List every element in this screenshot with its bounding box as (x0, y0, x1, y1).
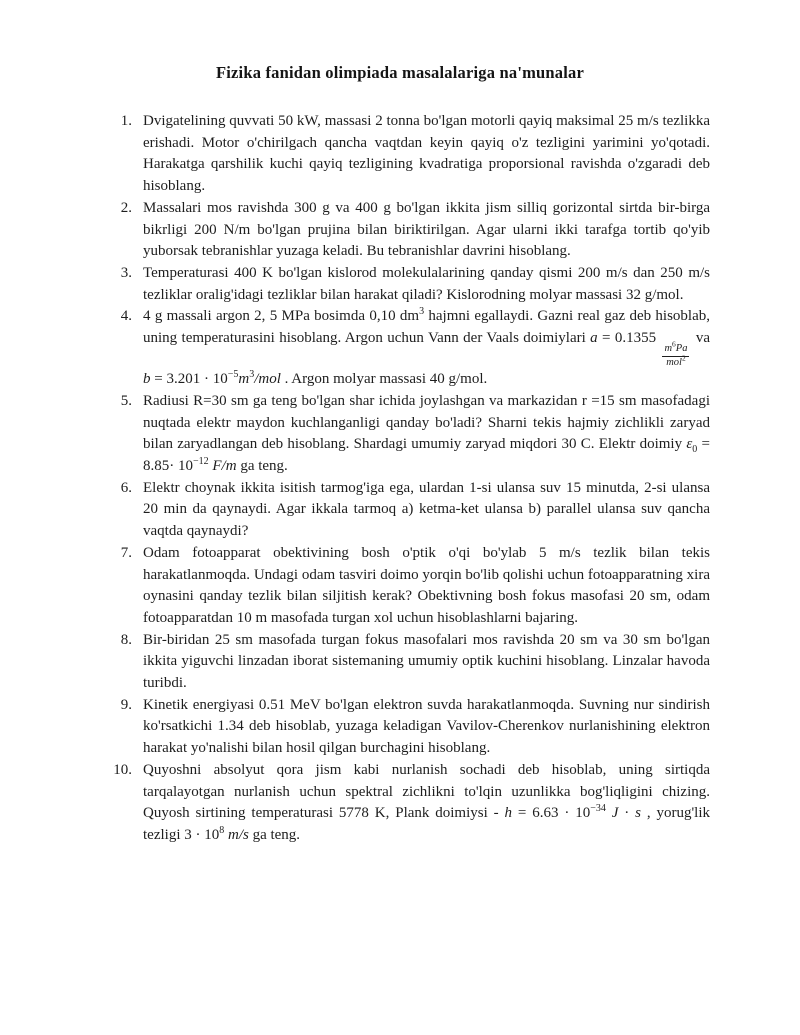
superscript: −12 (193, 456, 209, 468)
math-var: m/s (227, 826, 249, 843)
math-var: a (590, 330, 598, 347)
math-var: b (143, 371, 151, 388)
math-var: J (611, 805, 619, 822)
problem-number: 8. (120, 631, 132, 648)
problem-number: 7. (120, 544, 132, 561)
superscript: −34 (590, 803, 606, 815)
problem-number: 10. (113, 761, 132, 778)
problem-number: 5. (120, 392, 132, 409)
math-var: m (664, 343, 673, 355)
math-var: s (635, 805, 641, 822)
problem-number: 2. (120, 199, 132, 216)
subscript: 0 (692, 444, 698, 456)
page-title: Fizika fanidan olimpiada masalalariga na'munalar (215, 63, 585, 82)
problem-number: 1. (120, 113, 132, 129)
superscript: 6 (672, 339, 676, 349)
problem-text: Dvigatelining quvvati 50 kW, massasi 2 tonna bo'lgan motorli qayiq maksimal 25 m/s tezlikka erishadi. Motor o'chirilgach qancha vaqtdan keyin qayiq o'z tezligini yarimini yo'qotadi. Harakatga qarshilik kuchi qayiq tezligining kvadratiga proporsional ravishda o'zgaradi deb hisoblang. (143, 113, 710, 195)
problem-item (105, 630, 710, 695)
math-var: /mol (254, 371, 281, 388)
problem-item (105, 263, 710, 306)
problem-item (105, 306, 710, 391)
math-var: h (504, 805, 513, 822)
math-var: m (238, 371, 250, 388)
superscript: 3 (419, 306, 425, 318)
problem-text: Temperaturasi 400 K bo'lgan kislorod molekulalarining qanday qismi 200 m/s dan 250 m/s tezliklar oralig'idagi tezliklar bilan harakat qiladi? Kislorodning molyar massasi 32 g/mol. (143, 264, 710, 303)
problem-item (105, 111, 710, 198)
problem-item (105, 391, 710, 478)
superscript: 8 (219, 824, 225, 836)
problem-text: Radiusi R=30 sm ga teng bo'lgan shar ichida joylashgan va markazidan r =15 sm masofadagi nuqtada elektr maydon kuchlanganligi qanday bo'ladi? Sharni tekis hajmiy zichlikli zaryad bilan zaryadlangan deb hisoblang. Shardagi umumiy zaryad miqdori 30 C. Elektr doimiy $\varepsilon_0 = 8.85\cdot 10^{-12}$ F/m ga teng. (143, 392, 710, 475)
problem-text: Quyoshni absolyut qora jism kabi nurlanish sochadi deb hisoblab, uning sirtiqda tarqalayotgan nurlanish uchun spektral zichlikni to'lqin uzunlikka bog'liqligini chizing. Quyosh sirtining temperaturasi 5778 K, Plank doimiysi - $h = 6.63 \cdot 10^{-34}$ J · s , yorug'lik tezligi $3 \cdot 10^8$ m/s ga teng. (143, 761, 710, 843)
math-var: ε (686, 436, 693, 453)
problem-text: 4 g massali argon 2, 5 MPa bosimda 0,10 $dm^3$ hajmni egallaydi. Gazni real gaz deb hisoblab, uning temperaturasini hisoblang. Argon uchun Vann der Vaals doimiylari a = 0.1355 $\frac{m^6Pa}{mol^2}$ va $b = 3.201 \cdot 10^{-5}m^3$/mol . Argon molyar massasi 40 g/mol. (143, 306, 711, 388)
math-var: mol (666, 356, 682, 368)
problem-text: Odam fotoapparat obektivining bosh o'ptik o'qi bo'ylab 5 m/s tezlik bilan tekis harakatlanmoqda. Undagi odam tasviri doimo yorqin bo'lib qolishi uchun fotoapparatning xira oynasini qanday tezlik bilan siljitish kerak? Obektivning bosh fokus masofasi 20 sm, odam fotoapparatdan 10 m masofada turgan xol uchun hisoblashlarni bajaring. (143, 544, 710, 626)
superscript: 2 (681, 353, 686, 363)
problem-item (105, 695, 710, 760)
superscript: 3 (249, 369, 255, 381)
problem-text: Bir-biridan 25 sm masofada turgan fokus masofalari mos ravishda 20 sm va 30 sm bo'lgan ikkita yiguvchi linzadan iborat sistemaning umumiy optik kuchini hisoblang. Linzalar havoda turibdi. (143, 631, 710, 692)
math-var: F/m (212, 458, 237, 475)
problem-item (105, 198, 710, 263)
problem-item (105, 760, 710, 847)
problem-text: Massalari mos ravishda 300 g va 400 g bo'lgan ikkita jism silliq gorizontal sirtda bir-birga bikrligi 200 N/m bo'lgan prujina bilan biriktirilgan. Agar ularni ikki tarafga tortib qo'yib yuborsak tebranishlar yuzaga keladi. Bu tebranishlar davrini hisoblang. (143, 199, 710, 260)
problem-number: 6. (120, 479, 132, 496)
problem-text: Kinetik energiyasi 0.51 MeV bo'lgan elektron suvda harakatlanmoqda. Suvning nur sindirish ko'rsatkichi 1.34 deb hisoblab, yuzaga keladigan Vavilov-Cherenkov nurlanishining elektron harakat yo'nalishi bilan hosil qilgan burchagini hisoblang. (143, 696, 710, 757)
fraction (662, 339, 689, 369)
problem-list (105, 111, 710, 847)
problem-number: 4. (120, 308, 132, 325)
problem-text: Elektr choynak ikkita isitish tarmog'iga ega, ulardan 1-si ulansa suv 15 minutda, 2-si ulansa 20 min da qaynaydi. Agar ikkala tarmoq a) ketma-ket ulansa b) parallel ulansa suv qancha vaqtda qaynaydi? (143, 479, 710, 540)
problem-number: 9. (120, 696, 132, 713)
problem-item (105, 478, 710, 543)
superscript: −5 (227, 369, 239, 381)
problem-item (105, 543, 710, 630)
problem-number: 3. (120, 264, 132, 281)
math-var: Pa (675, 343, 688, 355)
